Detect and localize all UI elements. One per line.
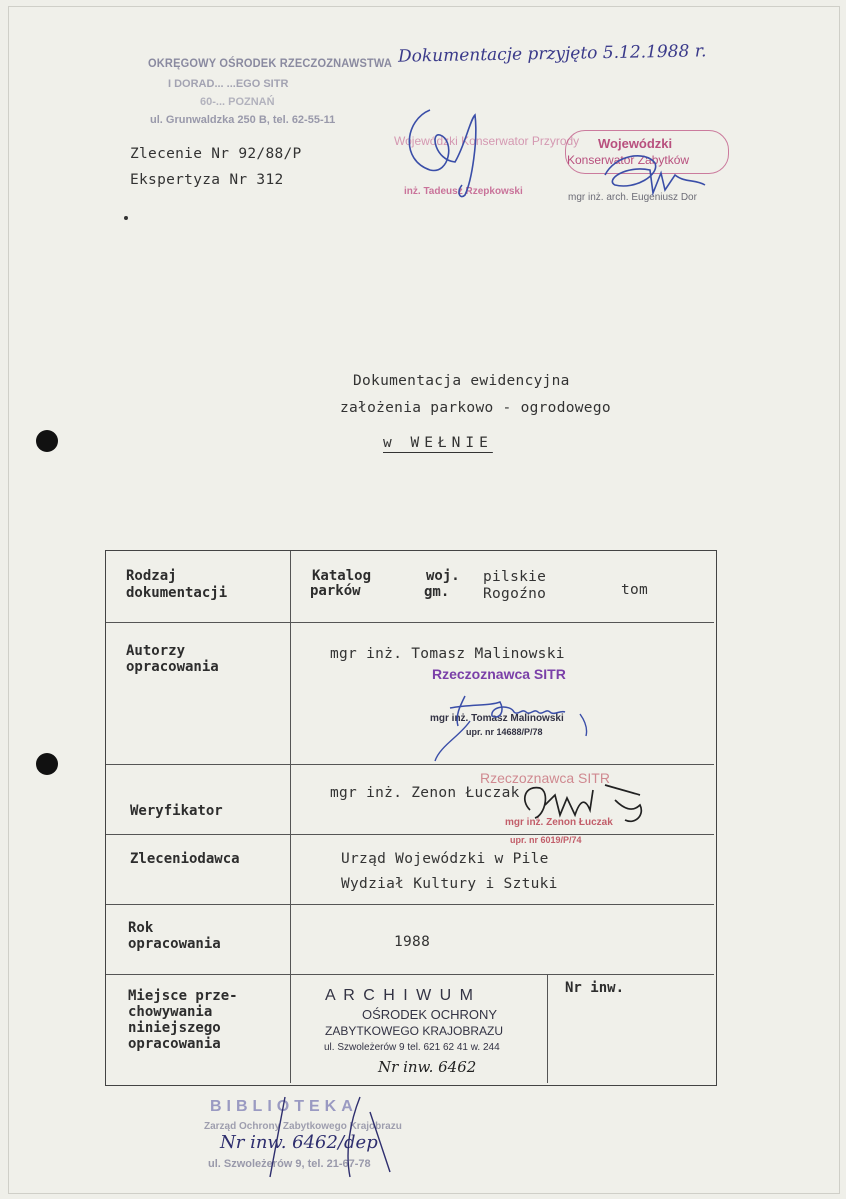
handwritten-receipt-note: Dokumentacje przyjęto 5.12.1988 r. <box>397 41 707 67</box>
header-stamp-line2: I DORAD... ...EGO SITR <box>168 78 289 90</box>
row3-label: Weryfikator <box>130 803 223 819</box>
header-stamp-line4: ul. Grunwaldzka 250 B, tel. 62-55-11 <box>150 114 336 126</box>
row1-label-1: Rodzaj <box>126 568 177 584</box>
verifier-signature <box>505 770 665 840</box>
row1-tom: tom <box>621 582 649 598</box>
row4-value-2: Wydział Kultury i Sztuki <box>341 876 558 892</box>
table-row-divider-2 <box>106 764 714 765</box>
archive-inventory-handwritten: Nr inw. 6462 <box>378 1058 477 1076</box>
archive-stamp-line3: ZABYTKOWEGO KRAJOBRAZU <box>325 1024 504 1038</box>
row1-katalog: Katalog <box>312 568 372 584</box>
nature-conservator-title: Wojewódzki Konserwator Przyrody <box>394 134 580 148</box>
row2-label-1: Autorzy <box>126 643 186 659</box>
table-row-divider-1 <box>106 622 714 623</box>
monuments-conservator-signature <box>595 145 715 205</box>
header-stamp-line1: OKRĘGOWY OŚRODEK RZECZOZNAWSTWA <box>148 56 393 70</box>
archive-stamp-line4: ul. Szwoleżerów 9 tel. 621 62 41 w. 244 <box>324 1042 500 1053</box>
library-stamp-line3: ul. Szwoleżerów 9, tel. 21-67-78 <box>208 1158 371 1170</box>
row2-stamp-name: mgr inż. Tomasz Malinowski <box>430 713 564 724</box>
table-row-divider-5 <box>106 974 714 975</box>
title-line-1: Dokumentacja ewidencyjna <box>353 373 570 389</box>
title-line-3: w WEŁNIE <box>383 435 493 451</box>
row4-value-1: Urząd Wojewódzki w Pile <box>341 851 549 867</box>
title-line-2: założenia parkowo - ogrodowego <box>340 400 611 416</box>
row4-label: Zleceniodawca <box>130 851 240 867</box>
row2-stamp-title: Rzeczoznawca SITR <box>432 666 566 682</box>
row5-label-1: Rok <box>128 920 154 936</box>
library-inventory-handwritten: Nr inw. 6462/dep <box>220 1132 378 1153</box>
monuments-stamp-title-2: Konserwator Zabytków <box>567 153 690 167</box>
monuments-stamp-name: mgr inż. arch. Eugeniusz Dor <box>568 192 697 203</box>
table-row-divider-4 <box>106 904 714 905</box>
row1-gm-value: Rogoźno <box>483 586 547 602</box>
row1-woj-value: pilskie <box>483 569 547 585</box>
row1-parkow: parków <box>310 583 361 599</box>
order-number: Zlecenie Nr 92/88/P <box>130 146 302 162</box>
row6-label-4: opracowania <box>128 1036 221 1052</box>
archive-stamp-line2: OŚRODEK OCHRONY <box>362 1007 498 1022</box>
nature-conservator-signature <box>400 100 500 210</box>
row2-label-2: opracowania <box>126 659 219 675</box>
table-inner-divider <box>547 974 548 1083</box>
table-col-divider <box>290 551 291 1083</box>
row3-stamp-title: Rzeczoznawca SITR <box>480 770 610 786</box>
row1-label-2: dokumentacji <box>126 585 228 601</box>
library-stamp-strokes <box>250 1092 420 1182</box>
row5-year: 1988 <box>394 934 431 950</box>
archive-stamp-line1: A R C H I W U M <box>325 987 475 1004</box>
row3-stamp-name: mgr inż. Zenon Łuczak <box>505 817 613 828</box>
row6-nr-inw: Nr inw. <box>565 980 625 996</box>
expertise-number: Ekspertyza Nr 312 <box>130 172 284 188</box>
row2-author: mgr inż. Tomasz Malinowski <box>330 646 565 662</box>
author-signature <box>430 686 600 766</box>
row6-label-1: Miejsce prze- <box>128 988 238 1004</box>
row6-label-2: chowywania <box>128 1004 213 1020</box>
library-stamp-line1: BIBLIOTEKA <box>210 1098 358 1115</box>
ink-dot <box>124 216 128 220</box>
row3-stamp-number: upr. nr 6019/P/74 <box>510 835 582 845</box>
library-stamp-line2: Zarząd Ochrony Zabytkowego Krajobrazu <box>204 1121 402 1132</box>
punch-hole-top <box>36 430 58 452</box>
row5-label-2: opracowania <box>128 936 221 952</box>
row6-label-3: niniejszego <box>128 1020 221 1036</box>
row3-verifier: mgr inż. Zenon Łuczak <box>330 785 520 801</box>
nature-conservator-name: inż. Tadeusz Rzepkowski <box>404 186 523 197</box>
punch-hole-bottom <box>36 753 58 775</box>
row1-woj-label: woj. <box>426 568 460 584</box>
row1-gm-label: gm. <box>424 584 450 600</box>
header-stamp-line3: 60-... POZNAŃ <box>200 96 275 108</box>
monuments-stamp-title-1: Wojewódzki <box>598 136 673 151</box>
row2-stamp-number: upr. nr 14688/P/78 <box>466 727 543 737</box>
